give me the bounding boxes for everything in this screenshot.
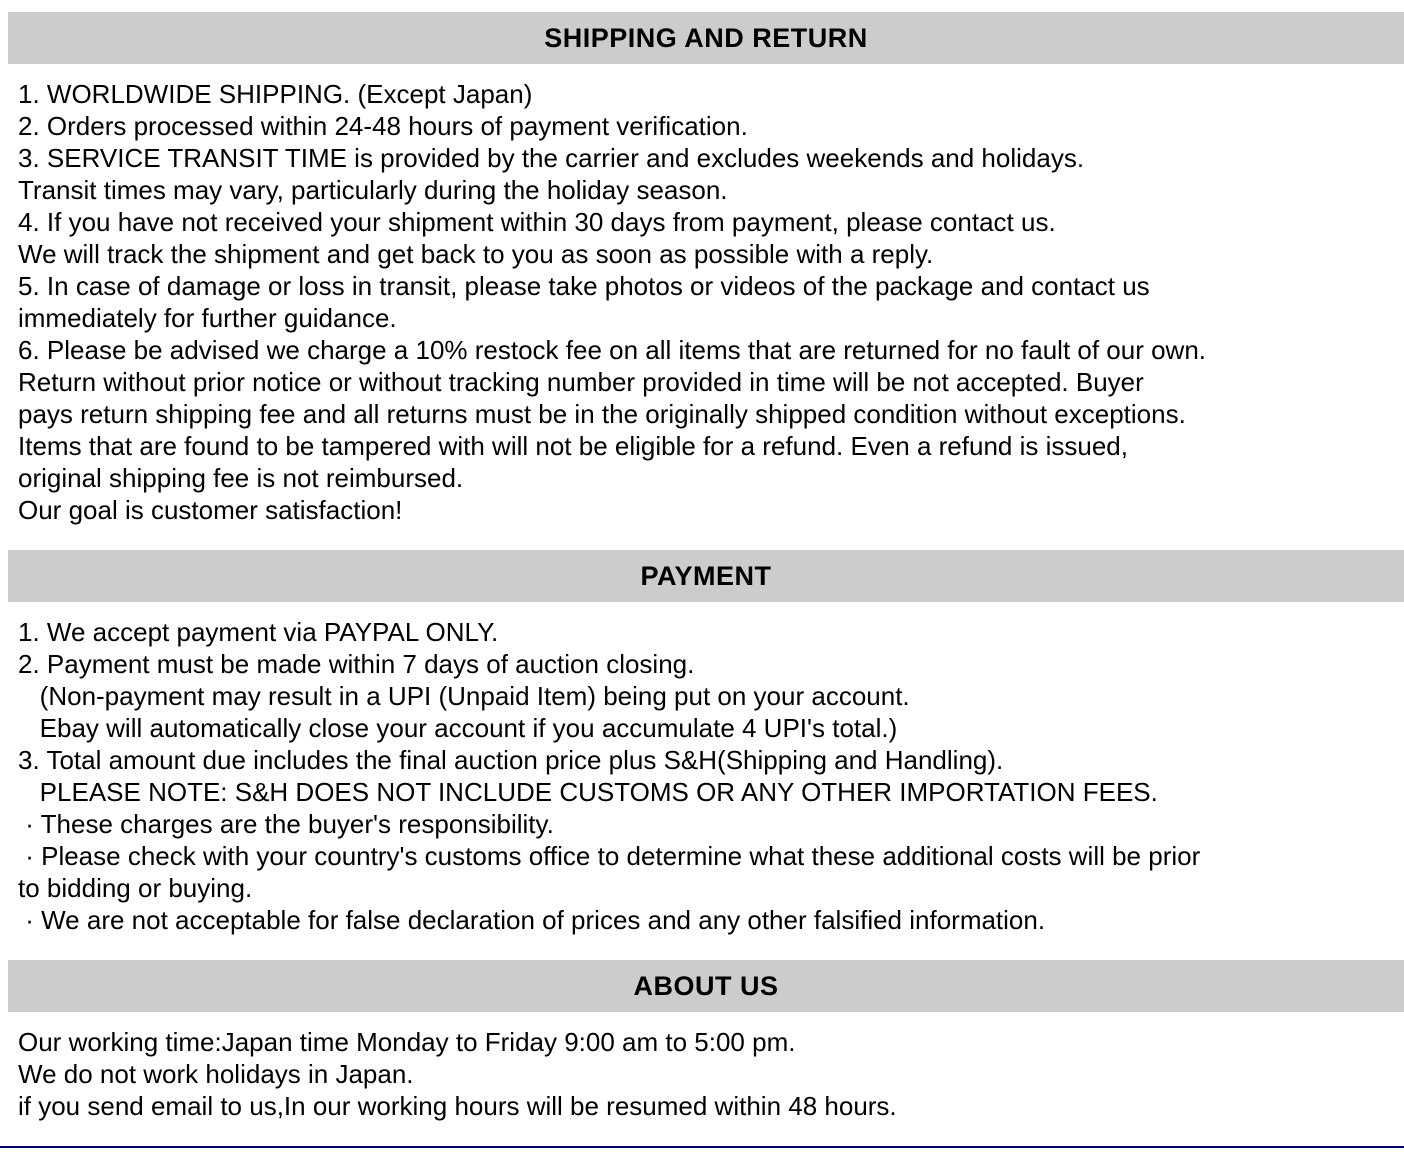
policy-text-line: (Non-payment may result in a UPI (Unpaid Item) being put on your account. xyxy=(18,681,910,711)
policy-text-line: Return without prior notice or without tracking number provided in time will be not accepted. Buyer xyxy=(18,367,1144,397)
policy-text-line: Our goal is customer satisfaction! xyxy=(18,495,403,525)
policy-text-line: We do not work holidays in Japan. xyxy=(18,1059,414,1089)
policy-section xyxy=(0,550,1404,960)
policy-text-line: 2. Orders processed within 24-48 hours of payment verification. xyxy=(18,111,748,141)
policy-text-line: Ebay will automatically close your account if you accumulate 4 UPI's total.) xyxy=(18,713,898,743)
section-body xyxy=(0,1012,1404,1146)
policy-text-line: 4. If you have not received your shipment within 30 days from payment, please contact us. xyxy=(18,207,1056,237)
policy-text-line: 5. In case of damage or loss in transit, please take photos or videos of the package and contact us xyxy=(18,271,1150,301)
section-body xyxy=(0,602,1404,960)
section-header-bar xyxy=(8,550,1404,602)
policy-text-line: · We are not acceptable for false declaration of prices and any other falsified information. xyxy=(18,905,1046,935)
policy-text-line: Our working time:Japan time Monday to Friday 9:00 am to 5:00 pm. xyxy=(18,1027,796,1057)
section-title: ABOUT US xyxy=(633,970,779,1001)
policy-text-line: · Please check with your country's customs office to determine what these additional costs will be prior xyxy=(18,841,1201,871)
policy-section xyxy=(0,12,1404,550)
policy-text-line: 3. SERVICE TRANSIT TIME is provided by the carrier and excludes weekends and holidays. xyxy=(18,143,1085,173)
policy-text-line: We will track the shipment and get back to you as soon as possible with a reply. xyxy=(18,239,934,269)
policy-text-line: 3. Total amount due includes the final auction price plus S&H(Shipping and Handling). xyxy=(18,745,1004,775)
section-header-bar xyxy=(8,12,1404,64)
policy-section xyxy=(0,960,1404,1146)
policy-text-line: Transit times may vary, particularly during the holiday season. xyxy=(18,175,728,205)
policy-text-line: original shipping fee is not reimbursed. xyxy=(18,463,464,493)
policy-text-line: · These charges are the buyer's responsibility. xyxy=(18,809,554,839)
policy-text-line: 6. Please be advised we charge a 10% restock fee on all items that are returned for no fault of our own. xyxy=(18,335,1207,365)
policy-text-line: 2. Payment must be made within 7 days of auction closing. xyxy=(18,649,695,679)
section-title: PAYMENT xyxy=(640,560,772,591)
policy-text-line: pays return shipping fee and all returns must be in the originally shipped condition without exceptions. xyxy=(18,399,1186,429)
section-title: SHIPPING AND RETURN xyxy=(544,22,868,53)
policy-text-line: PLEASE NOTE: S&H DOES NOT INCLUDE CUSTOMS OR ANY OTHER IMPORTATION FEES. xyxy=(18,777,1158,807)
section-body xyxy=(0,64,1404,550)
section-header-bar xyxy=(8,960,1404,1012)
policy-text-line: immediately for further guidance. xyxy=(18,303,397,333)
policy-text-line: 1. We accept payment via PAYPAL ONLY. xyxy=(18,617,499,647)
policy-text-line: to bidding or buying. xyxy=(18,873,253,903)
policy-text-line: if you send email to us,In our working hours will be resumed within 48 hours. xyxy=(18,1091,897,1121)
policy-text-line: Items that are found to be tampered with will not be eligible for a refund. Even a refund is issued, xyxy=(18,431,1128,461)
policy-text-line: 1. WORLDWIDE SHIPPING. (Except Japan) xyxy=(18,79,533,109)
bottom-divider-rule xyxy=(0,1146,1404,1148)
